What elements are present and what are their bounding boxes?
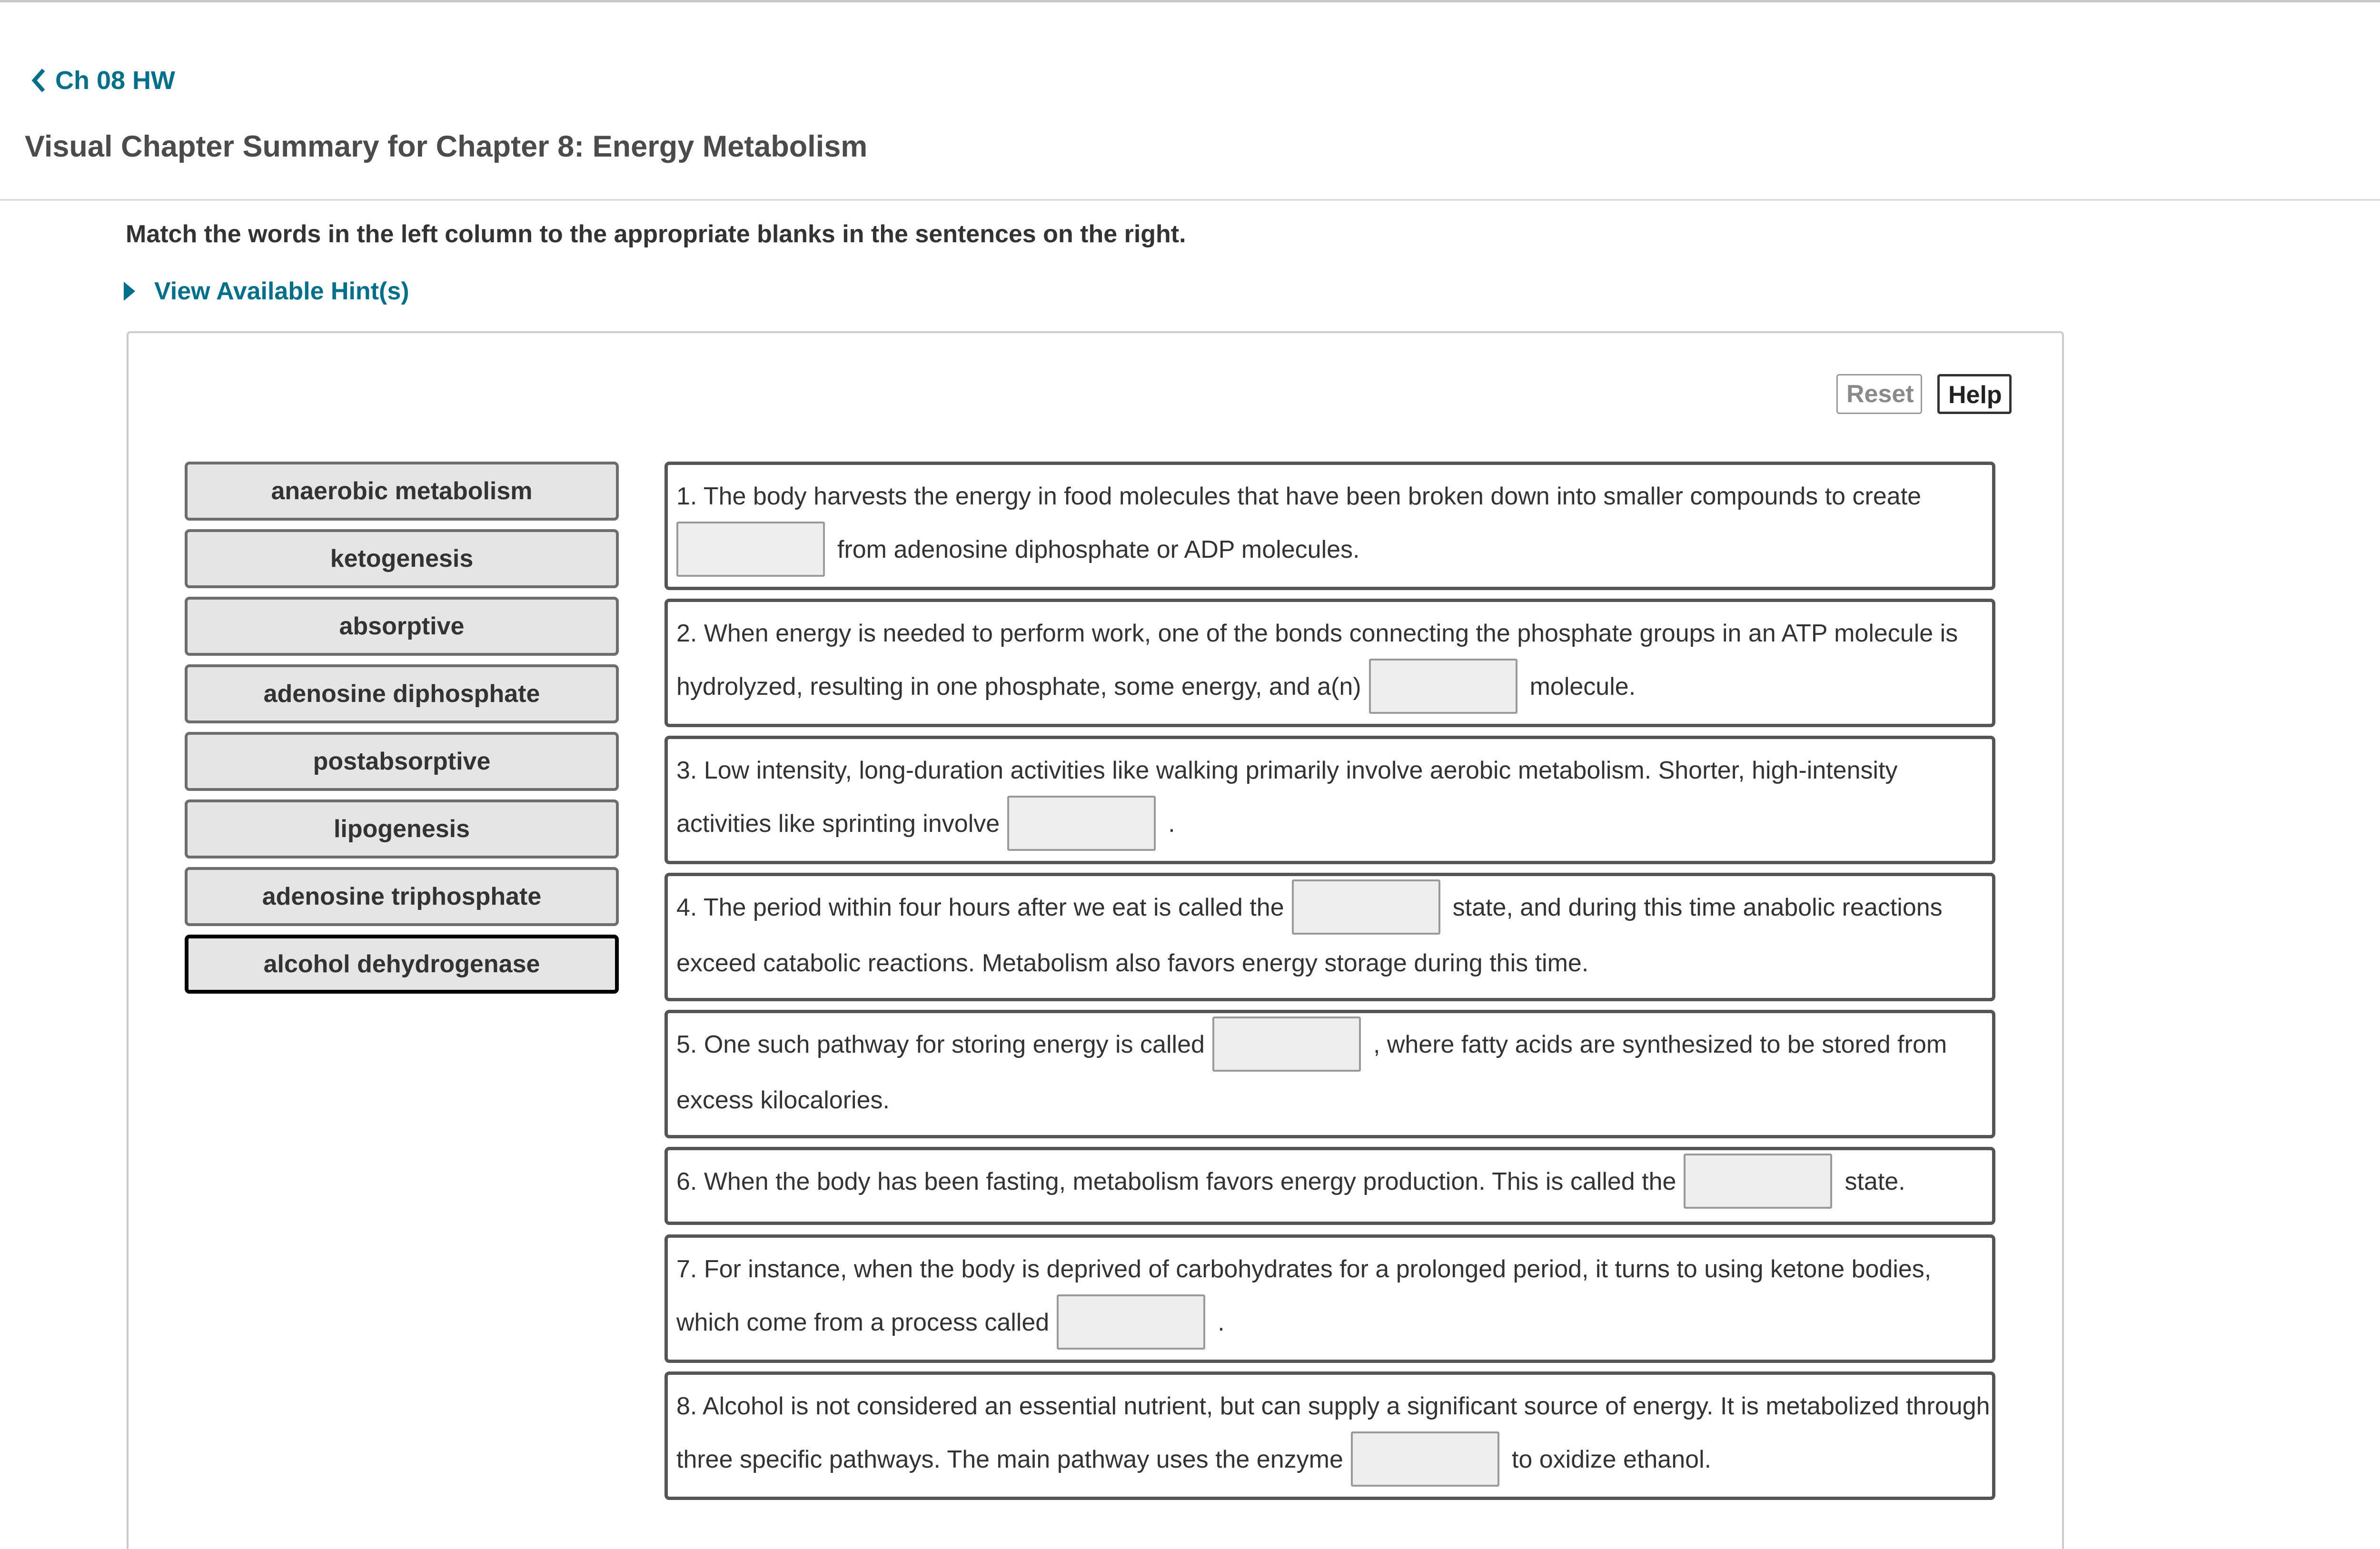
answer-blank-4[interactable] (1292, 879, 1440, 935)
sentence-text: to oxidize ethanol. (1511, 1446, 1712, 1473)
sentence-text: . (1168, 810, 1175, 838)
sentence-4 (664, 873, 1995, 1001)
reset-button[interactable]: Reset (1836, 374, 1922, 414)
word-chip[interactable]: lipogenesis (185, 799, 619, 858)
sentence-text: , where fatty acids are synthesized to be stored from excess kilocalories. (676, 1031, 1947, 1115)
back-to-assignment-link[interactable] (24, 65, 175, 96)
sentence-text: state. (1844, 1168, 1905, 1195)
sentence-5 (664, 1010, 1995, 1138)
answer-blank-7[interactable] (1057, 1294, 1205, 1350)
sentence-text: 3. Low intensity, long-duration activities like walking primarily involve aerobic metabolism. Shorter, high-intensity activities like sprinting involve (676, 757, 1898, 838)
word-chip-selected[interactable]: alcohol dehydrogenase (185, 935, 619, 994)
sentence-text: 5. One such pathway for storing energy is called (676, 1031, 1205, 1058)
sentence-text: from adenosine diphosphate or ADP molecules. (837, 536, 1360, 563)
sentence-2 (664, 599, 1995, 727)
sentence-3 (664, 736, 1995, 864)
sentence-text: 7. For instance, when the body is deprived of carbohydrates for a prolonged period, it turns to using ketone bodies, which come from a process called (676, 1255, 1932, 1336)
caret-right-icon (124, 282, 135, 301)
answer-blank-1[interactable] (676, 522, 825, 577)
header-divider (0, 199, 2380, 201)
word-chip[interactable]: adenosine triphosphate (185, 867, 619, 926)
sentence-7 (664, 1234, 1995, 1363)
answer-blank-3[interactable] (1007, 796, 1156, 851)
view-hints-toggle[interactable] (124, 274, 409, 308)
sentence-6 (664, 1147, 1995, 1225)
sentence-1 (664, 462, 1995, 590)
sentence-text: . (1218, 1309, 1225, 1336)
word-chip[interactable]: anaerobic metabolism (185, 462, 619, 521)
back-link-label: Ch 08 HW (55, 66, 176, 95)
word-chip[interactable]: adenosine diphosphate (185, 664, 619, 723)
answer-blank-2[interactable] (1369, 659, 1517, 714)
answer-blank-5[interactable] (1212, 1016, 1361, 1072)
sentence-text: molecule. (1529, 673, 1636, 701)
sentence-text: 6. When the body has been fasting, metabolism favors energy production. This is called the (676, 1168, 1676, 1195)
answer-blank-6[interactable] (1684, 1154, 1832, 1209)
sentence-text: 8. Alcohol is not considered an essential nutrient, but can supply a significant source of energy. It is metabolized through three specific pathways. The main pathway uses the enzyme (676, 1392, 1990, 1473)
page-title: Visual Chapter Summary for Chapter 8: Energy Metabolism (25, 130, 868, 163)
sentence-text: 1. The body harvests the energy in food molecules that have been broken down into smaller compounds to create (676, 483, 1922, 510)
word-chip[interactable]: postabsorptive (185, 732, 619, 791)
sentence-text: 2. When energy is needed to perform work, one of the bonds connecting the phosphate groups in an ATP molecule is hydrolyzed, resulting in one phosphate, some energy, and a(n) (676, 620, 1958, 701)
chevron-left-icon (24, 65, 55, 96)
sentence-text: state, and during this time anabolic reactions exceed catabolic reactions. Metabolism also favors energy storage during this time. (676, 894, 1943, 977)
top-divider (0, 0, 2380, 2)
word-chip[interactable]: ketogenesis (185, 529, 619, 588)
view-hints-label: View Available Hint(s) (154, 277, 409, 305)
word-chip[interactable]: absorptive (185, 597, 619, 656)
instructions: Match the words in the left column to the appropriate blanks in the sentences on the right. (126, 220, 1186, 248)
sentence-text: 4. The period within four hours after we eat is called the (676, 894, 1284, 921)
answer-blank-8[interactable] (1351, 1431, 1499, 1487)
sentence-8 (664, 1371, 1995, 1500)
activity-help-button[interactable]: Help (1937, 374, 2012, 414)
